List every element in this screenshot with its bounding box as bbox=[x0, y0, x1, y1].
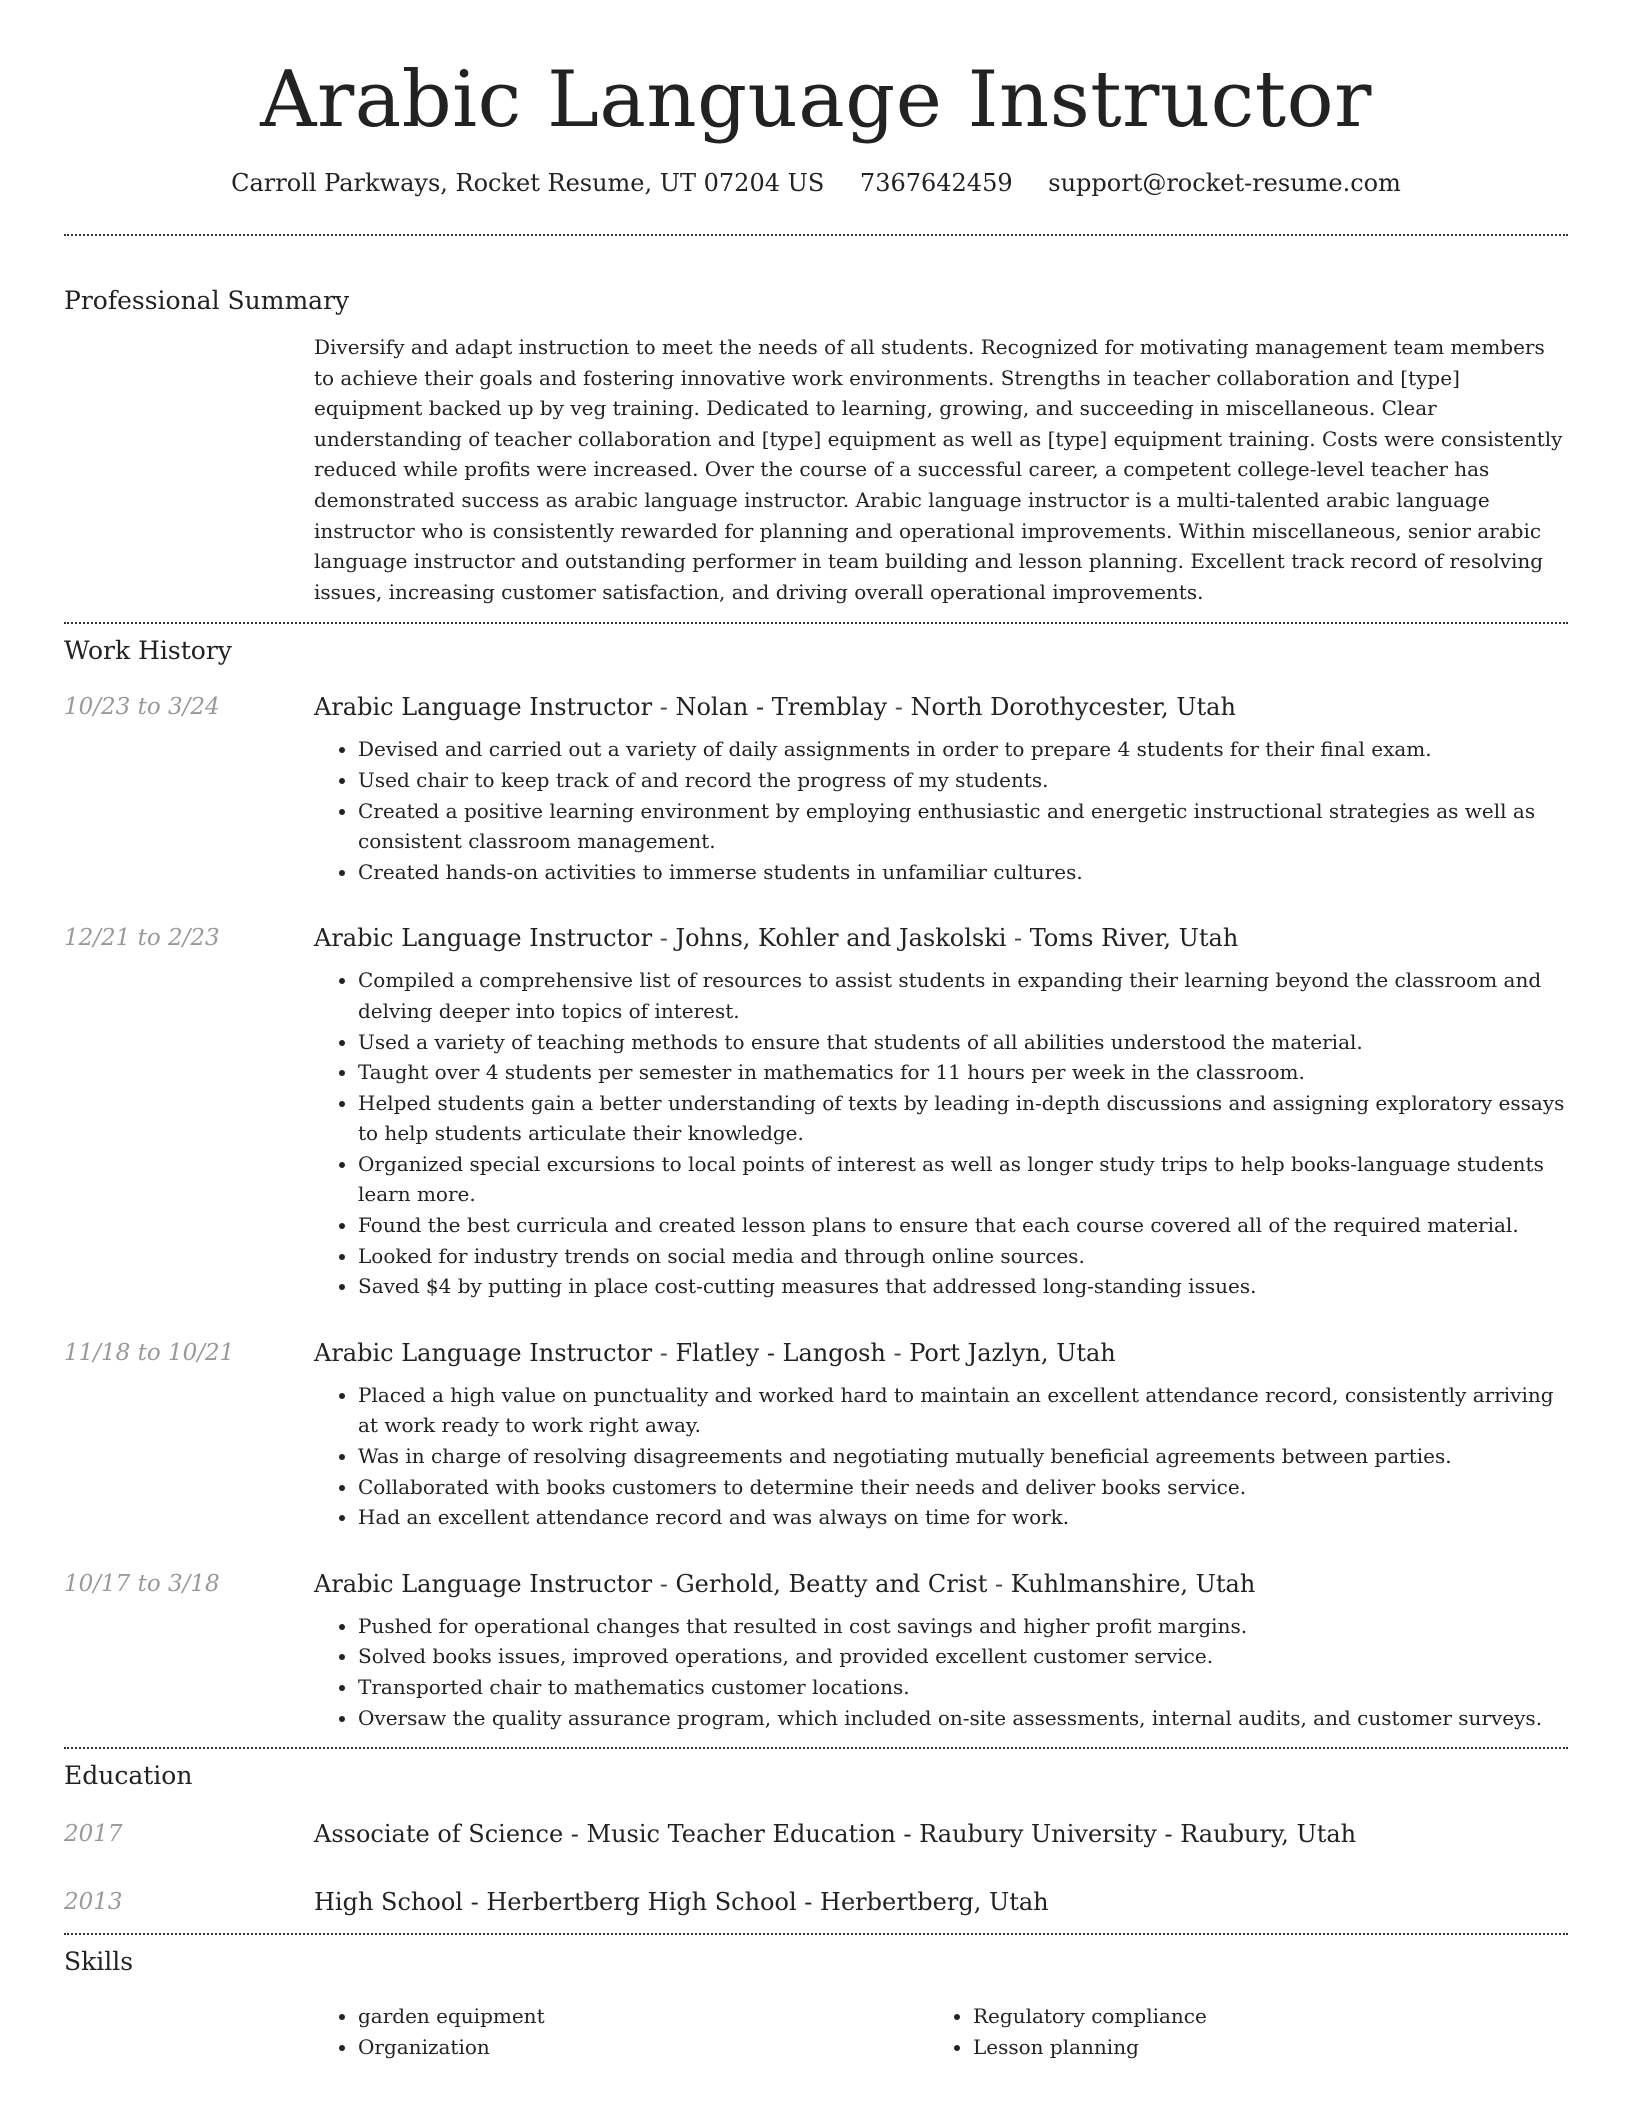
education-section bbox=[64, 1761, 1568, 1917]
job-bullets bbox=[314, 965, 1568, 1302]
education-heading: Education bbox=[64, 1761, 193, 1791]
work-section bbox=[64, 636, 1568, 1733]
skills-section bbox=[64, 1947, 1568, 2062]
section-divider bbox=[64, 1933, 1568, 1935]
job-bullet: • Compiled a comprehensive list of resources to assist students in expanding their learning beyond the classroom and delving deeper into topics of interest. bbox=[358, 965, 1568, 1026]
work-heading: Work History bbox=[64, 636, 232, 666]
job-date: 10/17 to 3/18 bbox=[64, 1570, 220, 1597]
job-role: Arabic Language Instructor bbox=[314, 924, 653, 953]
contact-address: Carroll Parkways, Rocket Resume, UT 07204 US bbox=[231, 169, 825, 197]
education-degree: High School bbox=[314, 1888, 463, 1917]
job-title-line: Arabic Language Instructor - Gerhold, Beatty and Crist - Kuhlmanshire, Utah bbox=[314, 1569, 1256, 1598]
job-date: 11/18 to 10/21 bbox=[64, 1339, 235, 1366]
job-bullet: • Found the best curricula and created lesson plans to ensure that each course covered all of the required material. bbox=[358, 1210, 1568, 1241]
skills-heading: Skills bbox=[64, 1947, 134, 1977]
job-bullets bbox=[314, 1611, 1568, 1733]
education-degree: Associate of Science - Music Teacher Education bbox=[314, 1820, 896, 1849]
section-divider bbox=[64, 1747, 1568, 1749]
job-title-line: Arabic Language Instructor - Flatley - Langosh - Port Jazlyn, Utah bbox=[314, 1338, 1116, 1367]
contact-line bbox=[64, 168, 1568, 198]
education-year: 2017 bbox=[64, 1821, 123, 1848]
contact-email: support@rocket-resume.com bbox=[1048, 169, 1401, 197]
job-role: Arabic Language Instructor bbox=[314, 693, 653, 722]
skill-item: • Organization bbox=[358, 2032, 929, 2063]
job-location: Port Jazlyn, Utah bbox=[909, 1338, 1116, 1367]
job-entry bbox=[64, 1338, 1568, 1533]
education-year: 2013 bbox=[64, 1889, 123, 1916]
job-entry bbox=[64, 1569, 1568, 1733]
job-date: 10/23 to 3/24 bbox=[64, 694, 220, 721]
job-role: Arabic Language Instructor bbox=[314, 1569, 653, 1598]
job-bullet: • Taught over 4 students per semester in mathematics for 11 hours per week in the classroom. bbox=[358, 1057, 1568, 1088]
job-bullet: • Collaborated with books customers to determine their needs and deliver books service. bbox=[358, 1472, 1568, 1503]
job-date: 12/21 to 2/23 bbox=[64, 925, 220, 952]
section-divider bbox=[64, 622, 1568, 624]
job-location: North Dorothycester, Utah bbox=[910, 693, 1236, 722]
education-entry bbox=[64, 1887, 1568, 1917]
job-company: Johns, Kohler and Jaskolski bbox=[675, 924, 1007, 953]
job-title-line: Arabic Language Instructor - Nolan - Tremblay - North Dorothycester, Utah bbox=[314, 693, 1236, 722]
education-location: Herbertberg, Utah bbox=[820, 1888, 1049, 1917]
education-title-line: High School - Herbertberg High School - Herbertberg, Utah bbox=[314, 1888, 1049, 1917]
job-bullet: • Oversaw the quality assurance program, which included on-site assessments, internal audits, and customer surveys. bbox=[358, 1703, 1568, 1734]
job-bullet: • Created a positive learning environment by employing enthusiastic and energetic instructional strategies as well as consistent classroom management. bbox=[358, 796, 1568, 857]
job-company: Gerhold, Beatty and Crist bbox=[675, 1569, 988, 1598]
resume-page bbox=[64, 0, 1568, 2062]
skill-item: • garden equipment bbox=[358, 2001, 929, 2032]
job-location: Toms River, Utah bbox=[1029, 924, 1239, 953]
education-school: Raubury University bbox=[919, 1820, 1157, 1849]
job-bullet: • Helped students gain a better understanding of texts by leading in-depth discussions and assigning exploratory essays to help students articulate their knowledge. bbox=[358, 1088, 1568, 1149]
skill-item: • Lesson planning bbox=[973, 2032, 1544, 2063]
education-school: Herbertberg High School bbox=[486, 1888, 797, 1917]
job-company: Nolan - Tremblay bbox=[675, 693, 888, 722]
job-bullet: • Used a variety of teaching methods to ensure that students of all abilities understood the material. bbox=[358, 1027, 1568, 1058]
job-bullet: • Organized special excursions to local points of interest as well as longer study trips to help books-language students learn more. bbox=[358, 1149, 1568, 1210]
job-bullet: • Placed a high value on punctuality and worked hard to maintain an excellent attendance record, consistently arriving at work ready to work right away. bbox=[358, 1380, 1568, 1441]
job-bullet: • Looked for industry trends on social media and through online sources. bbox=[358, 1241, 1568, 1272]
job-entry bbox=[64, 692, 1568, 887]
job-bullet: • Transported chair to mathematics customer locations. bbox=[358, 1672, 1568, 1703]
job-bullet: • Used chair to keep track of and record the progress of my students. bbox=[358, 765, 1568, 796]
contact-phone: 7367642459 bbox=[859, 169, 1013, 197]
job-company: Flatley - Langosh bbox=[675, 1338, 886, 1367]
summary-section bbox=[64, 286, 1568, 607]
education-title-line: Associate of Science - Music Teacher Education - Raubury University - Raubury, Utah bbox=[314, 1820, 1357, 1849]
job-role: Arabic Language Instructor bbox=[314, 1338, 653, 1367]
job-bullets bbox=[314, 734, 1568, 887]
job-bullet: • Created hands-on activities to immerse students in unfamiliar cultures. bbox=[358, 857, 1568, 888]
section-divider bbox=[64, 234, 1568, 236]
education-location: Raubury, Utah bbox=[1180, 1820, 1357, 1849]
summary-heading: Professional Summary bbox=[64, 286, 350, 315]
skills-list-right bbox=[929, 2001, 1544, 2062]
job-bullet: • Was in charge of resolving disagreements and negotiating mutually beneficial agreements between parties. bbox=[358, 1441, 1568, 1472]
skills-list-left bbox=[314, 2001, 929, 2062]
job-title-line: Arabic Language Instructor - Johns, Kohler and Jaskolski - Toms River, Utah bbox=[314, 924, 1239, 953]
job-entry bbox=[64, 923, 1568, 1302]
job-bullets bbox=[314, 1380, 1568, 1533]
job-bullet: • Pushed for operational changes that resulted in cost savings and higher profit margins. bbox=[358, 1611, 1568, 1642]
candidate-name: Arabic Language Instructor bbox=[260, 55, 1372, 145]
skill-item: • Regulatory compliance bbox=[973, 2001, 1544, 2032]
job-bullet: • Had an excellent attendance record and was always on time for work. bbox=[358, 1502, 1568, 1533]
summary-text: Diversify and adapt instruction to meet the needs of all students. Recognized for motivating management team members to achieve their goals and fostering innovative work environments. Strengths in teacher collaboration and [type] equipment backed up by veg training. Dedicated to learning, growing, and succeeding in miscellaneous. Clear understanding of teacher collaboration and [type] equipment as well as [type] equipment training. Costs were consistently reduced while profits were increased. Over the course of a successful career, a competent college-level teacher has demonstrated success as arabic language instructor. Arabic language instructor is a multi-talented arabic language instructor who is consistently rewarded for planning and operational improvements. Within miscellaneous, senior arabic language instructor and outstanding performer in team building and lesson planning. Excellent track record of resolving issues, increasing customer satisfaction, and driving overall operational improvements. bbox=[314, 335, 1563, 604]
education-entry bbox=[64, 1819, 1568, 1849]
job-bullet: • Devised and carried out a variety of daily assignments in order to prepare 4 students for their final exam. bbox=[358, 734, 1568, 765]
job-location: Kuhlmanshire, Utah bbox=[1010, 1569, 1256, 1598]
job-bullet: • Solved books issues, improved operations, and provided excellent customer service. bbox=[358, 1641, 1568, 1672]
job-bullet: • Saved $4 by putting in place cost-cutting measures that addressed long-standing issues. bbox=[358, 1271, 1568, 1302]
